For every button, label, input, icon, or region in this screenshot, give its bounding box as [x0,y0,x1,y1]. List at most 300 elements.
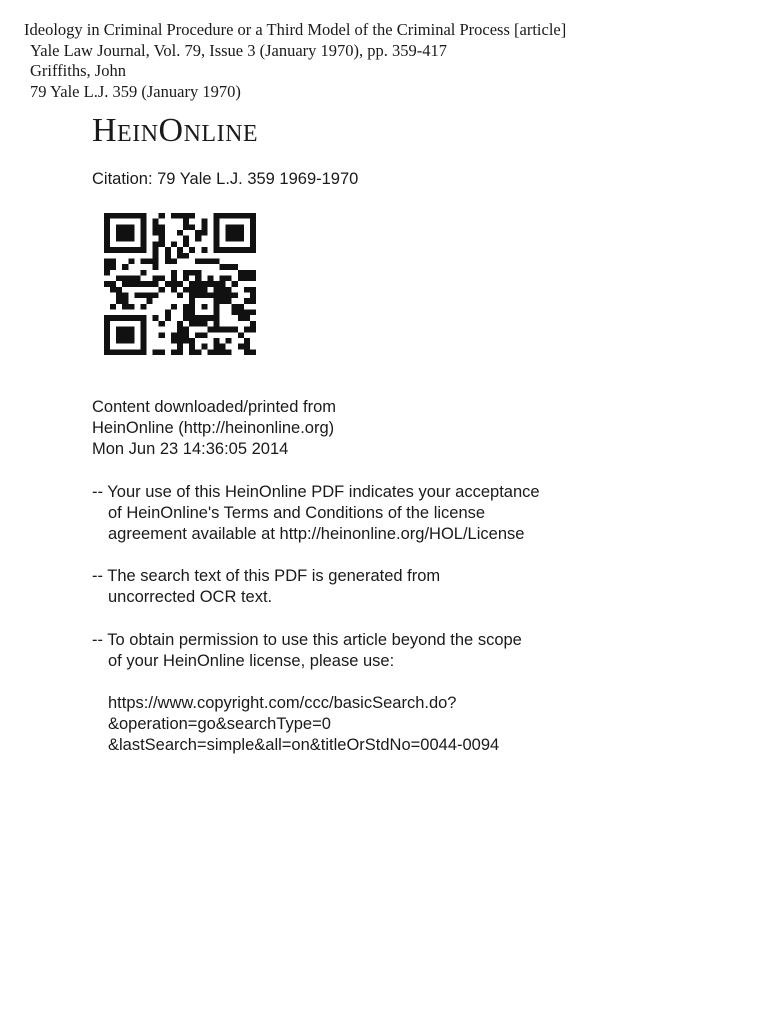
permission-url-line[interactable]: https://www.copyright.com/ccc/basicSearch.do? [108,694,457,713]
qr-module [140,247,146,253]
qr-module [213,310,219,316]
qr-module [250,213,256,219]
qr-module [183,315,189,321]
qr-module [183,310,189,316]
qr-module [238,247,244,253]
qr-module [226,275,232,281]
ocr-line: uncorrected OCR text. [108,588,273,607]
qr-module [213,247,219,253]
qr-module [213,338,219,344]
terms-notice [92,482,712,546]
qr-module [189,310,195,316]
qr-module [122,293,128,299]
qr-module [104,230,110,236]
qr-module [213,241,219,247]
qr-module [220,281,226,287]
qr-module [244,315,250,321]
qr-module [189,213,195,219]
qr-module [110,315,116,321]
qr-module [189,293,195,299]
qr-module [201,321,207,327]
qr-module [140,224,146,230]
qr-code-icon [104,213,256,355]
qr-module [177,253,183,259]
qr-module [122,224,128,230]
qr-module [134,315,140,321]
qr-module [183,332,189,338]
qr-module [189,321,195,327]
qr-module [244,270,250,276]
qr-module [201,344,207,350]
qr-module [110,304,116,310]
heinonline-logo: HeinOnline [92,112,259,149]
qr-module [122,315,128,321]
qr-module [159,241,165,247]
qr-module [128,236,134,242]
qr-module [165,258,171,264]
qr-module [128,338,134,344]
qr-module [232,236,238,242]
qr-module [232,327,238,333]
qr-module [122,304,128,310]
qr-module [244,298,250,304]
qr-module [159,287,165,293]
qr-module [189,247,195,253]
qr-module [140,344,146,350]
permission-notice [92,630,712,672]
qr-module [140,315,146,321]
qr-module [201,230,207,236]
qr-module [213,293,219,299]
qr-module [122,230,128,236]
qr-module [140,270,146,276]
qr-module [128,247,134,253]
qr-module [104,270,110,276]
qr-module [116,349,122,355]
qr-module [183,236,189,242]
qr-module [177,247,183,253]
qr-module [147,298,153,304]
qr-module [140,258,146,264]
qr-module [220,213,226,219]
qr-module [250,219,256,225]
qr-module [177,213,183,219]
qr-module [153,293,159,299]
qr-module [226,349,232,355]
qr-module [140,304,146,310]
qr-module [244,310,250,316]
qr-module [116,332,122,338]
qr-module [238,224,244,230]
qr-module [128,213,134,219]
qr-module [171,304,177,310]
qr-module [122,327,128,333]
qr-module [232,247,238,253]
qr-module [226,224,232,230]
permission-url-link[interactable] [92,693,712,757]
qr-module [159,332,165,338]
qr-module [116,315,122,321]
qr-module [250,293,256,299]
qr-module [128,258,134,264]
qr-module [189,281,195,287]
qr-module [201,258,207,264]
qr-module [244,213,250,219]
qr-module [195,275,201,281]
qr-module [238,315,244,321]
qr-module [153,281,159,287]
qr-module [177,344,183,350]
qr-module [226,287,232,293]
qr-module [250,298,256,304]
qr-module [201,219,207,225]
qr-module [165,253,171,259]
qr-module [189,315,195,321]
qr-module [207,293,213,299]
qr-module [110,213,116,219]
qr-module [104,241,110,247]
qr-module [122,338,128,344]
qr-module [213,298,219,304]
qr-module [232,281,238,287]
qr-module [213,321,219,327]
qr-module [147,281,153,287]
qr-module [195,293,201,299]
qr-module [140,236,146,242]
qr-module [128,281,134,287]
qr-module [110,349,116,355]
qr-module [213,304,219,310]
qr-module [128,304,134,310]
qr-module [250,236,256,242]
qr-module [104,224,110,230]
qr-module [195,270,201,276]
qr-module [213,315,219,321]
qr-module [177,338,183,344]
qr-module [189,349,195,355]
permission-url-line[interactable]: &operation=go&searchType=0 [108,715,331,734]
qr-module [189,224,195,230]
qr-module [183,287,189,293]
qr-module [189,344,195,350]
qr-module [183,304,189,310]
qr-module [195,332,201,338]
qr-module [171,338,177,344]
qr-module [171,275,177,281]
qr-module [238,304,244,310]
qr-module [195,315,201,321]
qr-module [104,247,110,253]
qr-module [250,241,256,247]
qr-module [238,332,244,338]
qr-module [134,281,140,287]
qr-module [232,293,238,299]
qr-module [165,315,171,321]
qr-module [213,236,219,242]
qr-module [128,332,134,338]
qr-module [171,332,177,338]
qr-module [104,236,110,242]
qr-module [220,275,226,281]
qr-module [116,275,122,281]
qr-module [159,321,165,327]
qr-module [128,315,134,321]
qr-module [140,230,146,236]
qr-module [153,253,159,259]
qr-module [183,327,189,333]
qr-module [140,241,146,247]
qr-module [140,281,146,287]
qr-module [183,270,189,276]
qr-module [189,298,195,304]
qr-module [250,224,256,230]
qr-module [147,258,153,264]
qr-module [250,287,256,293]
qr-module [159,275,165,281]
qr-module [183,275,189,281]
qr-module [250,230,256,236]
qr-module [159,224,165,230]
qr-module [110,258,116,264]
qr-module [104,344,110,350]
qr-module [104,219,110,225]
qr-module [104,321,110,327]
qr-module [238,310,244,316]
qr-module [195,230,201,236]
qr-module [171,270,177,276]
qr-module [116,247,122,253]
qr-module [232,213,238,219]
qr-module [122,298,128,304]
qr-module [183,219,189,225]
qr-module [250,327,256,333]
qr-module [213,230,219,236]
qr-module [116,298,122,304]
permission-line: -- To obtain permission to use this article beyond the scope [92,630,522,649]
qr-module [201,304,207,310]
qr-module [201,281,207,287]
qr-module [128,275,134,281]
qr-module [250,247,256,253]
qr-module [195,281,201,287]
qr-module [104,338,110,344]
qr-module [128,224,134,230]
qr-module [134,275,140,281]
terms-line: -- Your use of this HeinOnline PDF indicates your acceptance [92,482,540,501]
qr-module [165,310,171,316]
qr-module [122,236,128,242]
qr-module [220,344,226,350]
qr-module [122,264,128,270]
qr-module [116,293,122,299]
article-title: Ideology in Criminal Procedure or a Third Model of the Criminal Process [article] [24,20,567,39]
qr-module [153,230,159,236]
qr-module [140,219,146,225]
qr-module [183,241,189,247]
qr-module [116,224,122,230]
qr-module [104,349,110,355]
qr-module [201,287,207,293]
qr-module [183,253,189,259]
short-citation: 79 Yale L.J. 359 (January 1970) [30,81,241,101]
qr-module [140,349,146,355]
qr-module [104,332,110,338]
qr-module [134,293,140,299]
qr-module [104,264,110,270]
qr-module [244,349,250,355]
qr-module [116,287,122,293]
qr-module [116,338,122,344]
qr-module [220,287,226,293]
qr-module [238,230,244,236]
download-line: Content downloaded/printed from [92,398,336,416]
citation-line: Citation: 79 Yale L.J. 359 1969-1970 [92,170,359,188]
download-source-link[interactable]: HeinOnline (http://heinonline.org) [92,419,335,438]
qr-module [232,230,238,236]
qr-module [177,321,183,327]
qr-module [153,241,159,247]
qr-module [104,258,110,264]
qr-module [140,213,146,219]
qr-module [140,338,146,344]
qr-module [122,349,128,355]
qr-module [153,247,159,253]
qr-module [104,327,110,333]
qr-module [220,293,226,299]
qr-module [110,247,116,253]
qr-module [116,236,122,242]
qr-module [232,224,238,230]
qr-module [238,270,244,276]
qr-module [220,264,226,270]
qr-module [116,213,122,219]
qr-module [213,224,219,230]
qr-module [134,213,140,219]
qr-module [226,327,232,333]
qr-module [104,213,110,219]
qr-module [159,230,165,236]
qr-module [177,230,183,236]
qr-module [244,338,250,344]
qr-module [171,349,177,355]
terms-license-link[interactable]: agreement available at http://heinonline.org/HOL/License [108,525,525,544]
qr-module [153,264,159,270]
qr-module [226,230,232,236]
qr-module [195,349,201,355]
download-info [92,397,712,461]
qr-module [213,258,219,264]
qr-module [207,327,213,333]
qr-module [207,258,213,264]
qr-module [128,230,134,236]
qr-module [213,287,219,293]
qr-module [238,236,244,242]
qr-module [207,281,213,287]
qr-module [250,275,256,281]
qr-module [183,213,189,219]
qr-module [104,315,110,321]
notice-body [92,397,712,778]
qr-module [177,349,183,355]
qr-module [159,236,165,242]
qr-module [232,264,238,270]
qr-module [153,315,159,321]
qr-module [177,281,183,287]
qr-module [213,349,219,355]
qr-module [183,338,189,344]
qr-module [213,327,219,333]
qr-module [238,344,244,350]
author-name: Griffiths, John [30,61,126,80]
qr-module [171,287,177,293]
download-timestamp: Mon Jun 23 14:36:05 2014 [92,440,289,459]
qr-module [171,258,177,264]
qr-module [213,344,219,350]
qr-module [159,213,165,219]
qr-module [153,349,159,355]
qr-module [183,224,189,230]
qr-module [159,349,165,355]
qr-module [195,287,201,293]
qr-module [244,344,250,350]
qr-module [244,287,250,293]
qr-module [147,293,153,299]
terms-line: of HeinOnline's Terms and Conditions of the license [108,503,486,522]
qr-module [189,270,195,276]
qr-module [153,224,159,230]
qr-module [171,281,177,287]
ocr-line: -- The search text of this PDF is generated from [92,567,441,586]
qr-module [110,287,116,293]
qr-module [226,236,232,242]
qr-module [128,349,134,355]
qr-module [207,349,213,355]
qr-module [122,281,128,287]
qr-module [220,298,226,304]
qr-module [122,213,128,219]
qr-module [110,281,116,287]
qr-module [122,332,128,338]
document-header [24,20,566,102]
qr-module [250,310,256,316]
qr-module [140,327,146,333]
qr-module [238,213,244,219]
permission-url-line[interactable]: &lastSearch=simple&all=on&titleOrStdNo=0044-0094 [108,736,500,755]
qr-module [195,321,201,327]
qr-module [226,213,232,219]
qr-module [189,304,195,310]
qr-module [201,332,207,338]
qr-module [244,275,250,281]
qr-module [201,315,207,321]
qr-module [134,349,140,355]
qr-module [220,247,226,253]
qr-module [213,281,219,287]
qr-module [153,219,159,225]
qr-module [153,275,159,281]
qr-module [165,281,171,287]
qr-module [195,258,201,264]
qr-module [128,327,134,333]
qr-module [238,275,244,281]
qr-module [201,293,207,299]
qr-module [220,349,226,355]
qr-module [226,293,232,299]
qr-module [207,315,213,321]
qr-module [140,321,146,327]
qr-module [116,230,122,236]
qr-module [213,213,219,219]
